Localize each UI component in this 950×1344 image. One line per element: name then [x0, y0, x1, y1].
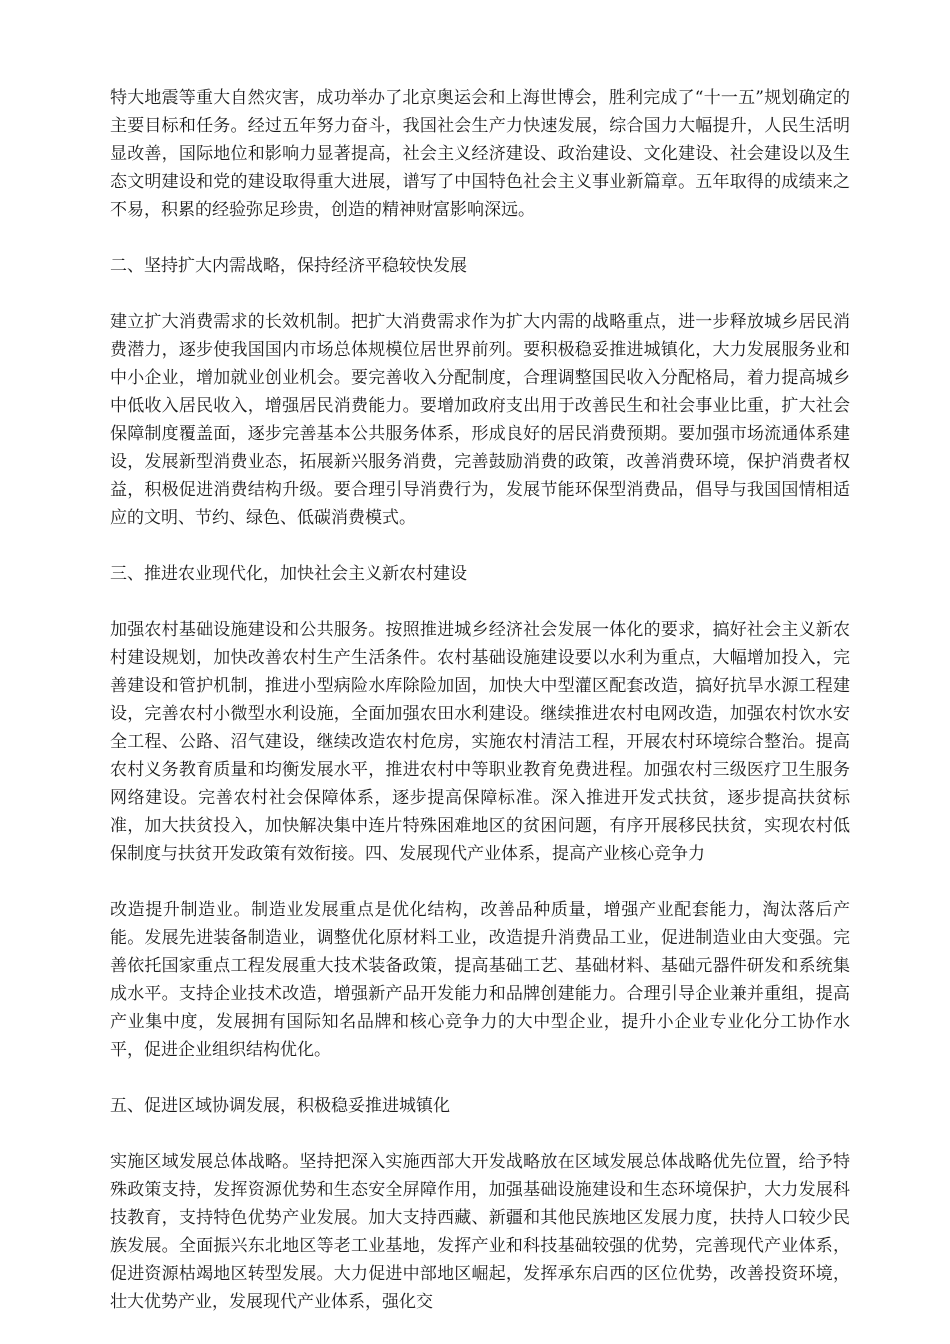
section-heading-2: 二、坚持扩大内需战略，保持经济平稳较快发展 — [110, 256, 467, 276]
paragraph-manufacturing: 改造提升制造业。制造业发展重点是优化结构，改善品种质量，增强产业配套能力，淘汰落后产能。发展先进装备制造业，调整优化原材料工业，改造提升消费品工业，促进制造业由大变强。完善依托国家重点工程发展重大技术装备政策，提高基础工艺、基础材料、基础元器件研发和系统集成水平。支持企业技术改造，增强新产品开发能力和品牌创建能力。合理引导企业兼并重组，提高产业集中度，发展拥有国际知名品牌和核心竞争力的大中型企业，提升小企业专业化分工协作水平，促进企业组织结构优化。 — [110, 900, 850, 1060]
document-body — [110, 84, 850, 1344]
section-heading-5: 五、促进区域协调发展，积极稳妥推进城镇化 — [110, 1096, 450, 1116]
paragraph-rural-construction: 加强农村基础设施建设和公共服务。按照推进城乡经济社会发展一体化的要求，搞好社会主义新农村建设规划，加快改善农村生产生活条件。农村基础设施建设要以水利为重点，大幅增加投入，完善建设和管护机制，推进小型病险水库除险加固，加快大中型灌区配套改造，搞好抗旱水源工程建设，完善农村小微型水利设施，全面加强农田水利建设。继续推进农村电网改造，加强农村饮水安全工程、公路、沼气建设，继续改造农村危房，实施农村清洁工程，开展农村环境综合整治。提高农村义务教育质量和均衡发展水平，推进农村中等职业教育免费进程。加强农村三级医疗卫生服务网络建设。完善农村社会保障体系，逐步提高保障标准。深入推进开发式扶贫，逐步提高扶贫标准，加大扶贫投入，加快解决集中连片特殊困难地区的贫困问题，有序开展移民扶贫，实现农村低保制度与扶贫开发政策有效衔接。四、发展现代产业体系，提高产业核心竞争力 — [110, 620, 850, 864]
paragraph-regional-development: 实施区域发展总体战略。坚持把深入实施西部大开发战略放在区域发展总体战略优先位置，给予特殊政策支持，发挥资源优势和生态安全屏障作用，加强基础设施建设和生态环境保护，大力发展科技教育，支持特色优势产业发展。加大支持西藏、新疆和其他民族地区发展力度，扶持人口较少民族发展。全面振兴东北地区等老工业基地，发挥产业和科技基础较强的优势，完善现代产业体系，促进资源枯竭地区转型发展。大力促进中部地区崛起，发挥承东启西的区位优势，改善投资环境，壮大优势产业，发展现代产业体系，强化交 — [110, 1152, 850, 1312]
section-heading-3: 三、推进农业现代化，加快社会主义新农村建设 — [110, 564, 467, 584]
paragraph-intro: 特大地震等重大自然灾害，成功举办了北京奥运会和上海世博会，胜利完成了“十一五”规划确定的主要目标和任务。经过五年努力奋斗，我国社会生产力快速发展，综合国力大幅提升，人民生活明显改善，国际地位和影响力显著提高，社会主义经济建设、政治建设、文化建设、社会建设以及生态文明建设和党的建设取得重大进展，谱写了中国特色社会主义事业新篇章。五年取得的成绩来之不易，积累的经验弥足珍贵，创造的精神财富影响深远。 — [110, 88, 850, 220]
paragraph-domestic-demand: 建立扩大消费需求的长效机制。把扩大消费需求作为扩大内需的战略重点，进一步释放城乡居民消费潜力，逐步使我国国内市场总体规模位居世界前列。要积极稳妥推进城镇化，大力发展服务业和中小企业，增加就业创业机会。要完善收入分配制度，合理调整国民收入分配格局，着力提高城乡中低收入居民收入，增强居民消费能力。要增加政府支出用于改善民生和社会事业比重，扩大社会保障制度覆盖面，逐步完善基本公共服务体系，形成良好的居民消费预期。要加强市场流通体系建设，发展新型消费业态，拓展新兴服务消费，完善鼓励消费的政策，改善消费环境，保护消费者权益，积极促进消费结构升级。要合理引导消费行为，发展节能环保型消费品，倡导与我国国情相适应的文明、节约、绿色、低碳消费模式。 — [110, 312, 850, 528]
